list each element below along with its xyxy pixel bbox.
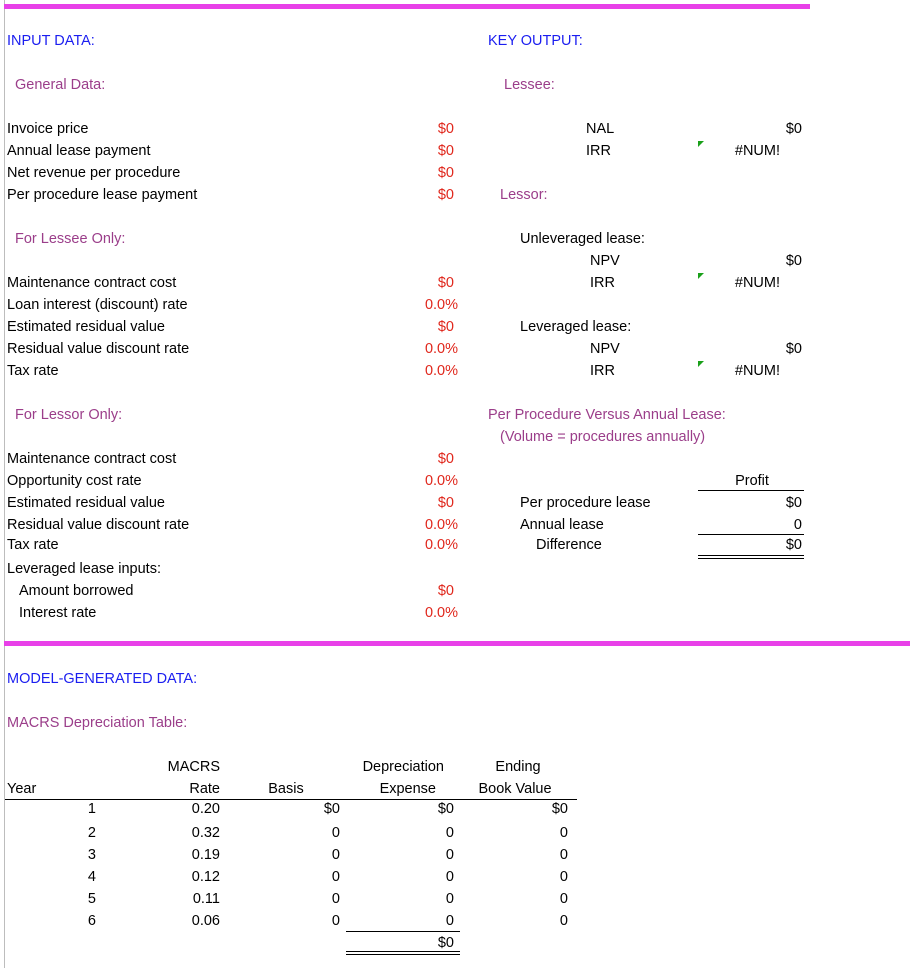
lessor-residual-rate-value[interactable]: 0.0% [424,517,458,533]
annual-lease-payment-value[interactable]: $0 [437,143,454,159]
rate-cell: 0.19 [191,847,220,863]
leveraged-npv-value[interactable]: $0 [785,341,802,357]
annual-lease-payment-label: Annual lease payment [7,143,151,159]
macrs-table-label: MACRS Depreciation Table: [7,715,188,731]
year-cell: 5 [87,891,96,907]
net-revenue-value[interactable]: $0 [437,165,454,181]
middle-accent-bar [4,641,910,646]
rate-cell: 0.20 [191,801,220,817]
book-value-header: Book Value [478,781,552,797]
invoice-price-label: Invoice price [7,121,89,137]
key-output-heading: KEY OUTPUT: [488,33,583,49]
year-cell: 4 [87,869,96,885]
basis-cell: $0 [323,801,340,817]
per-procedure-lease-label: Per procedure lease [520,495,651,511]
unleveraged-irr-value[interactable]: #NUM! [734,275,780,291]
lessee-only-label: For Lessee Only: [15,231,126,247]
loan-interest-value[interactable]: 0.0% [424,297,458,313]
lessee-tax-rate-label: Tax rate [7,363,59,379]
leveraged-npv-label: NPV [590,341,620,357]
lessee-residual-label: Estimated residual value [7,319,165,335]
depreciation-cell: 0 [445,891,454,907]
unleveraged-lease-label: Unleveraged lease: [520,231,645,247]
model-generated-heading: MODEL-GENERATED DATA: [7,671,198,687]
depreciation-cell: $0 [437,801,454,817]
lessee-maintenance-label: Maintenance contract cost [7,275,177,291]
difference-top-rule [698,534,804,535]
amount-borrowed-label: Amount borrowed [19,583,134,599]
per-procedure-lease-value[interactable]: $0 [785,495,802,511]
rate-cell: 0.06 [191,913,220,929]
basis-cell: 0 [331,825,340,841]
basis-cell: 0 [331,891,340,907]
year-cell: 1 [87,801,96,817]
interest-rate-label: Interest rate [19,605,97,621]
year-cell: 2 [87,825,96,841]
lessee-irr-label: IRR [586,143,611,159]
profit-header-underline [698,490,804,491]
lessor-residual-value[interactable]: $0 [437,495,454,511]
lessor-residual-label: Estimated residual value [7,495,165,511]
lessee-residual-rate-label: Residual value discount rate [7,341,190,357]
per-procedure-subtitle: (Volume = procedures annually) [500,429,706,445]
unleveraged-irr-label: IRR [590,275,615,291]
rate-header: Rate [189,781,220,797]
lessee-tax-rate-value[interactable]: 0.0% [424,363,458,379]
lessor-output-label: Lessor: [500,187,548,203]
nal-value[interactable]: $0 [785,121,802,137]
invoice-price-value[interactable]: $0 [437,121,454,137]
depreciation-total-double-rule-1 [346,951,460,952]
profit-header: Profit [735,473,769,489]
unleveraged-npv-label: NPV [590,253,620,269]
depreciation-total-top-rule [346,931,460,932]
per-procedure-title: Per Procedure Versus Annual Lease: [488,407,726,423]
opportunity-cost-label: Opportunity cost rate [7,473,142,489]
amount-borrowed-value[interactable]: $0 [437,583,454,599]
opportunity-cost-value[interactable]: 0.0% [424,473,458,489]
depreciation-cell: 0 [445,869,454,885]
rate-cell: 0.12 [191,869,220,885]
leveraged-lease-label: Leveraged lease: [520,319,632,335]
interest-rate-value[interactable]: 0.0% [424,605,458,621]
book-value-cell: 0 [559,847,568,863]
leveraged-inputs-label: Leveraged lease inputs: [7,561,161,577]
loan-interest-label: Loan interest (discount) rate [7,297,188,313]
book-value-cell: 0 [559,891,568,907]
lessee-irr-value[interactable]: #NUM! [734,143,780,159]
depreciation-header-top: Depreciation [362,759,444,775]
nal-label: NAL [586,121,615,137]
ending-header-top: Ending [495,759,541,775]
depreciation-cell: 0 [445,825,454,841]
rate-cell: 0.32 [191,825,220,841]
year-cell: 6 [87,913,96,929]
depreciation-cell: 0 [445,913,454,929]
macrs-header-top: MACRS [167,759,220,775]
top-accent-bar [4,4,810,9]
lessee-maintenance-value[interactable]: $0 [437,275,454,291]
difference-double-rule-1 [698,555,804,556]
depreciation-total: $0 [437,935,454,951]
lessor-tax-rate-label: Tax rate [7,537,59,553]
book-value-cell: $0 [551,801,568,817]
year-header: Year [7,781,37,797]
per-procedure-payment-label: Per procedure lease payment [7,187,198,203]
input-data-heading: INPUT DATA: [7,33,95,49]
basis-header: Basis [268,781,304,797]
depreciation-total-double-rule-2 [346,954,460,955]
annual-lease-label: Annual lease [520,517,604,533]
expense-header: Expense [379,781,436,797]
lessor-maintenance-label: Maintenance contract cost [7,451,177,467]
lessor-residual-rate-label: Residual value discount rate [7,517,190,533]
lessor-tax-rate-value[interactable]: 0.0% [424,537,458,553]
book-value-cell: 0 [559,869,568,885]
basis-cell: 0 [331,869,340,885]
annual-lease-value[interactable]: 0 [793,517,802,533]
depreciation-cell: 0 [445,847,454,863]
basis-cell: 0 [331,913,340,929]
lessor-maintenance-value[interactable]: $0 [437,451,454,467]
lessee-residual-rate-value[interactable]: 0.0% [424,341,458,357]
per-procedure-payment-value[interactable]: $0 [437,187,454,203]
year-cell: 3 [87,847,96,863]
difference-double-rule-2 [698,558,804,559]
leveraged-irr-label: IRR [590,363,615,379]
book-value-cell: 0 [559,825,568,841]
book-value-cell: 0 [559,913,568,929]
basis-cell: 0 [331,847,340,863]
lessor-only-label: For Lessor Only: [15,407,123,423]
difference-value[interactable]: $0 [785,537,802,553]
difference-label: Difference [536,537,602,553]
unleveraged-npv-value[interactable]: $0 [785,253,802,269]
net-revenue-label: Net revenue per procedure [7,165,181,181]
lessee-output-label: Lessee: [504,77,555,93]
sheet-left-border [4,0,5,968]
leveraged-irr-value[interactable]: #NUM! [734,363,780,379]
general-data-label: General Data: [15,77,106,93]
rate-cell: 0.11 [192,891,220,907]
lessee-residual-value[interactable]: $0 [437,319,454,335]
